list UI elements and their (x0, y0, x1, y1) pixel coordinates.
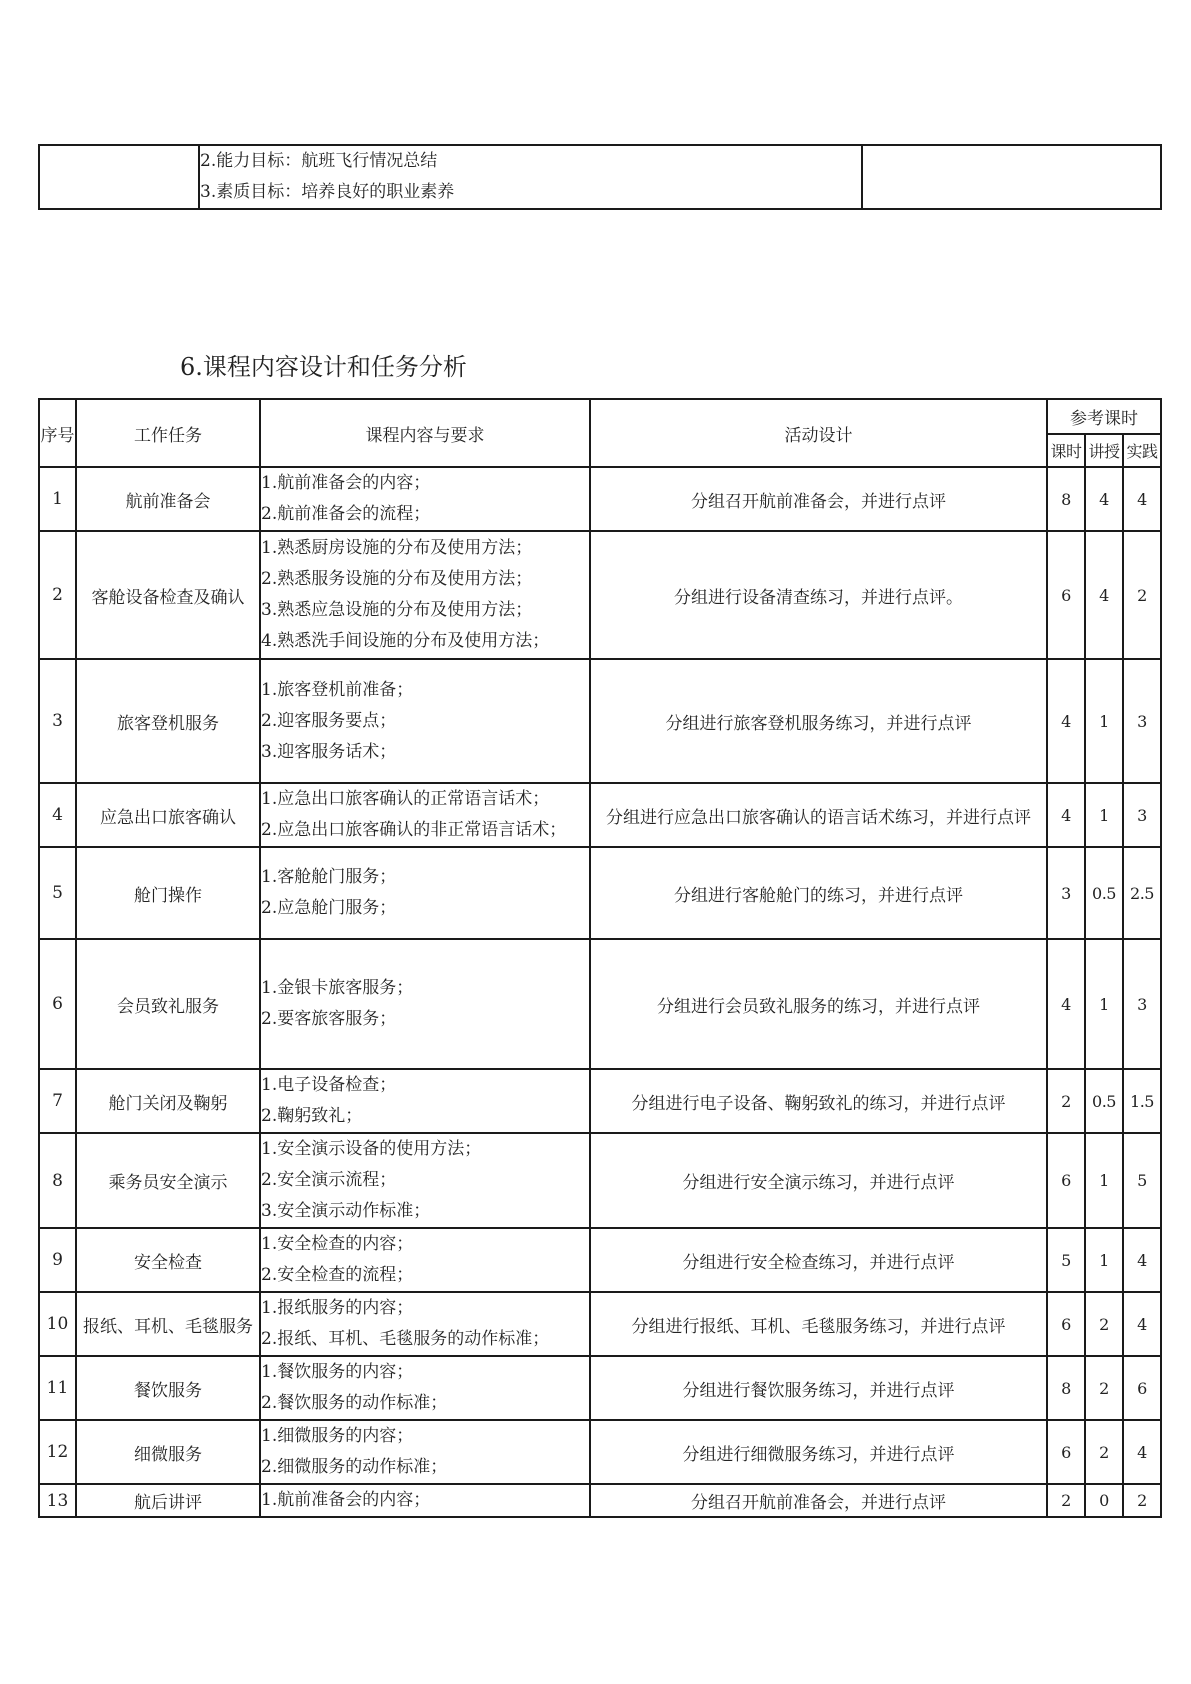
activity-cell: 分组进行餐饮服务练习，并进行点评 (590, 1356, 1047, 1420)
content-item: 1.旅客登机前准备； (261, 679, 414, 700)
content-cell (260, 1420, 590, 1484)
practice-cell: 4 (1123, 1292, 1161, 1356)
hours-cell: 8 (1047, 467, 1085, 531)
task-cell: 舱门关闭及鞠躬 (76, 1069, 260, 1133)
course-content-table (38, 398, 1162, 1518)
content-item: 2.餐饮服务的动作标准； (261, 1393, 448, 1413)
content-item: 2.要客旅客服务； (261, 1009, 397, 1029)
content-cell (260, 1292, 590, 1356)
table-row (39, 939, 1161, 1069)
table-row (39, 531, 1161, 659)
objectives-table (38, 144, 1162, 210)
practice-cell: 4 (1123, 1420, 1161, 1484)
hours-cell: 5 (1047, 1228, 1085, 1292)
lecture-cell: 1 (1085, 939, 1123, 1069)
seq-cell: 1 (39, 467, 76, 531)
content-item: 1.应急出口旅客确认的正常语言话术； (261, 789, 550, 809)
practice-cell: 2.5 (1123, 847, 1161, 939)
table-row (39, 1228, 1161, 1292)
hours-cell: 6 (1047, 1420, 1085, 1484)
seq-cell: 6 (39, 939, 76, 1069)
section-title: 6.课程内容设计和任务分析 (180, 353, 467, 381)
content-item: 1.电子设备检查； (261, 1075, 397, 1095)
content-item: 2.细微服务的动作标准； (261, 1457, 448, 1477)
activity-cell: 分组进行旅客登机服务练习，并进行点评 (590, 659, 1047, 783)
objective-line: 2.能力目标：航班飞行情况总结 (200, 151, 438, 171)
task-cell: 安全检查 (76, 1228, 260, 1292)
hours-cell: 3 (1047, 847, 1085, 939)
content-item: 3.迎客服务话术； (261, 741, 397, 762)
content-item: 1.细微服务的内容； (261, 1426, 414, 1446)
seq-cell: 7 (39, 1069, 76, 1133)
content-item: 2.报纸、耳机、毛毯服务的动作标准； (261, 1329, 550, 1349)
content-cell (260, 1228, 590, 1292)
hours-cell: 4 (1047, 939, 1085, 1069)
lecture-cell: 2 (1085, 1292, 1123, 1356)
content-item: 1.餐饮服务的内容； (261, 1362, 414, 1382)
objectives-text-cell (199, 145, 862, 209)
content-item: 2.安全演示流程； (261, 1170, 397, 1190)
hours-cell: 6 (1047, 1292, 1085, 1356)
content-cell (260, 467, 590, 531)
lecture-cell: 2 (1085, 1356, 1123, 1420)
activity-cell: 分组进行客舱舱门的练习，并进行点评 (590, 847, 1047, 939)
lecture-cell: 1 (1085, 659, 1123, 783)
header-task: 工作任务 (76, 399, 260, 467)
content-item: 1.安全检查的内容； (261, 1234, 414, 1254)
lecture-cell: 0.5 (1085, 1069, 1123, 1133)
seq-cell: 8 (39, 1133, 76, 1228)
content-item: 1.安全演示设备的使用方法； (261, 1139, 482, 1159)
activity-cell: 分组进行细微服务练习，并进行点评 (590, 1420, 1047, 1484)
content-cell (260, 1069, 590, 1133)
objectives-right-cell (862, 145, 1161, 209)
content-cell (260, 939, 590, 1069)
objective-line: 3.素质目标：培养良好的职业素养 (200, 182, 455, 202)
content-item: 2.应急舱门服务； (261, 898, 397, 918)
header-practice: 实践 (1123, 434, 1161, 467)
task-cell: 乘务员安全演示 (76, 1133, 260, 1228)
header-hours: 课时 (1047, 434, 1085, 467)
practice-cell: 2 (1123, 1484, 1161, 1517)
objectives-empty-cell (39, 145, 199, 209)
content-item: 2.应急出口旅客确认的非正常语言话术； (261, 820, 567, 840)
seq-cell: 5 (39, 847, 76, 939)
hours-cell: 4 (1047, 659, 1085, 783)
header-content: 课程内容与要求 (260, 399, 590, 467)
lecture-cell: 4 (1085, 467, 1123, 531)
lecture-cell: 2 (1085, 1420, 1123, 1484)
content-item: 1.航前准备会的内容； (261, 1490, 431, 1510)
content-cell (260, 783, 590, 847)
task-cell: 细微服务 (76, 1420, 260, 1484)
content-cell (260, 1484, 590, 1517)
hours-cell: 6 (1047, 1133, 1085, 1228)
content-item: 1.客舱舱门服务； (261, 867, 397, 887)
task-cell: 舱门操作 (76, 847, 260, 939)
activity-cell: 分组进行设备清查练习，并进行点评。 (590, 531, 1047, 659)
task-cell: 会员致礼服务 (76, 939, 260, 1069)
activity-cell: 分组进行电子设备、鞠躬致礼的练习，并进行点评 (590, 1069, 1047, 1133)
activity-cell: 分组进行应急出口旅客确认的语言话术练习，并进行点评 (590, 783, 1047, 847)
header-seq: 序号 (39, 399, 76, 467)
content-item: 1.金银卡旅客服务； (261, 978, 414, 998)
hours-cell: 2 (1047, 1484, 1085, 1517)
lecture-cell: 0 (1085, 1484, 1123, 1517)
content-cell (260, 659, 590, 783)
lecture-cell: 1 (1085, 1228, 1123, 1292)
content-item: 1.报纸服务的内容； (261, 1298, 414, 1318)
lecture-cell: 1 (1085, 1133, 1123, 1228)
practice-cell: 3 (1123, 783, 1161, 847)
practice-cell: 1.5 (1123, 1069, 1161, 1133)
seq-cell: 12 (39, 1420, 76, 1484)
practice-cell: 4 (1123, 1228, 1161, 1292)
content-item: 2.迎客服务要点； (261, 710, 397, 731)
activity-cell: 分组进行安全演示练习，并进行点评 (590, 1133, 1047, 1228)
header-lecture: 讲授 (1085, 434, 1123, 467)
table-row (39, 1420, 1161, 1484)
seq-cell: 11 (39, 1356, 76, 1420)
content-item: 4.熟悉洗手间设施的分布及使用方法； (261, 631, 550, 651)
activity-cell: 分组进行安全检查练习，并进行点评 (590, 1228, 1047, 1292)
header-activity: 活动设计 (590, 399, 1047, 467)
objectives-row (39, 145, 1161, 209)
activity-cell: 分组进行报纸、耳机、毛毯服务练习，并进行点评 (590, 1292, 1047, 1356)
task-cell: 客舱设备检查及确认 (76, 531, 260, 659)
seq-cell: 2 (39, 531, 76, 659)
content-cell (260, 531, 590, 659)
table-row (39, 1356, 1161, 1420)
activity-cell: 分组进行会员致礼服务的练习，并进行点评 (590, 939, 1047, 1069)
content-item: 1.熟悉厨房设施的分布及使用方法； (261, 538, 533, 558)
practice-cell: 5 (1123, 1133, 1161, 1228)
task-cell: 航后讲评 (76, 1484, 260, 1517)
hours-cell: 2 (1047, 1069, 1085, 1133)
task-cell: 航前准备会 (76, 467, 260, 531)
header-row (39, 399, 1161, 434)
lecture-cell: 1 (1085, 783, 1123, 847)
content-item: 2.鞠躬致礼； (261, 1106, 363, 1126)
content-cell (260, 1356, 590, 1420)
table-row (39, 1292, 1161, 1356)
task-cell: 报纸、耳机、毛毯服务 (76, 1292, 260, 1356)
practice-cell: 3 (1123, 939, 1161, 1069)
activity-cell: 分组召开航前准备会，并进行点评 (590, 1484, 1047, 1517)
table-row (39, 783, 1161, 847)
seq-cell: 3 (39, 659, 76, 783)
practice-cell: 6 (1123, 1356, 1161, 1420)
content-item: 3.安全演示动作标准； (261, 1201, 431, 1221)
table-row (39, 847, 1161, 939)
practice-cell: 4 (1123, 467, 1161, 531)
table-row (39, 1069, 1161, 1133)
table-row (39, 1484, 1161, 1517)
lecture-cell: 0.5 (1085, 847, 1123, 939)
content-item: 2.熟悉服务设施的分布及使用方法； (261, 569, 533, 589)
table-row (39, 1133, 1161, 1228)
task-cell: 旅客登机服务 (76, 659, 260, 783)
activity-cell: 分组召开航前准备会，并进行点评 (590, 467, 1047, 531)
task-cell: 餐饮服务 (76, 1356, 260, 1420)
seq-cell: 10 (39, 1292, 76, 1356)
hours-cell: 8 (1047, 1356, 1085, 1420)
content-item: 2.安全检查的流程； (261, 1265, 414, 1285)
content-item: 2.航前准备会的流程； (261, 504, 431, 524)
hours-cell: 6 (1047, 531, 1085, 659)
content-item: 1.航前准备会的内容； (261, 473, 431, 493)
seq-cell: 9 (39, 1228, 76, 1292)
table-row (39, 659, 1161, 783)
lecture-cell: 4 (1085, 531, 1123, 659)
practice-cell: 3 (1123, 659, 1161, 783)
content-cell (260, 847, 590, 939)
seq-cell: 4 (39, 783, 76, 847)
header-ref-hours: 参考课时 (1047, 399, 1161, 434)
table-row (39, 467, 1161, 531)
task-cell: 应急出口旅客确认 (76, 783, 260, 847)
content-cell (260, 1133, 590, 1228)
seq-cell: 13 (39, 1484, 76, 1517)
hours-cell: 4 (1047, 783, 1085, 847)
content-item: 3.熟悉应急设施的分布及使用方法； (261, 600, 533, 620)
practice-cell: 2 (1123, 531, 1161, 659)
